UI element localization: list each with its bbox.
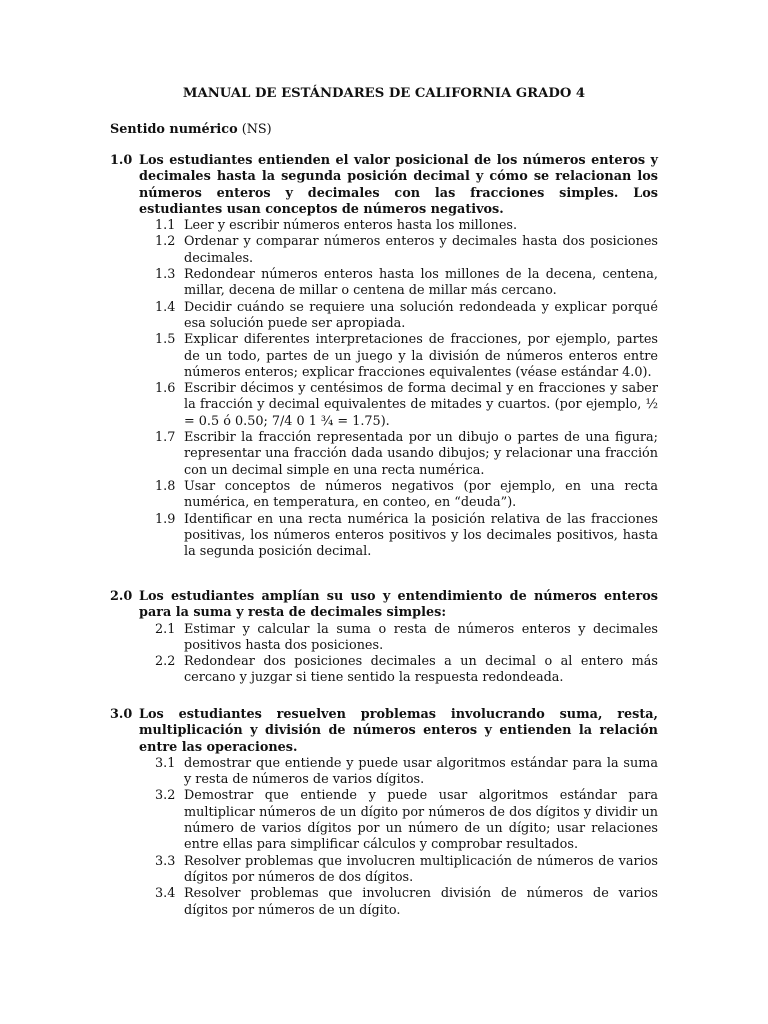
standard-number: 1.0	[110, 153, 133, 168]
list-item	[110, 512, 658, 561]
list-item	[110, 854, 658, 887]
item-text: Redondear dos posiciones decimales a un decimal o al entero más cercano y juzgar si tiene sentido la respuesta redondeada.	[184, 654, 658, 686]
standard-1	[110, 153, 658, 560]
item-number: 3.1	[155, 755, 176, 771]
item-text: Identificar en una recta numérica la posición relativa de las fracciones positivas, los números enteros positivos y los decimales positivos, hasta la segunda posición decimal.	[184, 511, 658, 560]
standard-heading	[110, 153, 658, 218]
item-number: 1.2	[155, 234, 176, 250]
section-label: Sentido numérico	[110, 122, 238, 137]
item-number: 3.3	[155, 853, 176, 869]
list-item	[110, 267, 658, 300]
item-number: 3.2	[155, 788, 176, 804]
list-item	[110, 622, 658, 655]
item-number: 1.8	[155, 478, 176, 494]
list-item	[110, 788, 658, 853]
standard-text: Los estudiantes resuelven problemas involucrando suma, resta, multiplicación y división de números enteros y entienden la relación entre las operaciones.	[139, 707, 658, 755]
page-title: MANUAL DE ESTÁNDARES DE CALIFORNIA GRADO 4	[182, 86, 586, 101]
substandard-list	[110, 218, 658, 560]
standard-text: Los estudiantes amplían su uso y entendimiento de números enteros para la suma y resta de decimales simples:	[139, 589, 658, 621]
list-item	[110, 332, 658, 381]
item-text: Usar conceptos de números negativos (por ejemplo, en una recta numérica, en temperatura, en conteo, en “deuda”).	[184, 478, 658, 511]
list-item	[110, 300, 658, 333]
standard-3	[110, 707, 658, 919]
item-number: 1.6	[155, 381, 176, 397]
item-text: Escribir la fracción representada por un dibujo o partes de una figura; representar una fracción dada usando dibujos; y relacionar una fracción con un decimal simple en una recta numérica.	[184, 430, 658, 478]
standard-heading	[110, 589, 658, 622]
standard-number: 3.0	[110, 707, 133, 722]
item-text: demostrar que entiende y puede usar algoritmos estándar para la suma y resta de números de varios dígitos.	[184, 755, 658, 788]
item-text: Ordenar y comparar números enteros y decimales hasta dos posiciones decimales.	[184, 234, 658, 266]
item-text: Demostrar que entiende y puede usar algoritmos estándar para multiplicar números de un dígito por números de dos dígitos y dividir un número de varios dígitos por un número de un dígito; usar relaciones entre ellas para simplificar cálculos y comprobar resultados.	[184, 788, 658, 853]
item-text: Leer y escribir números enteros hasta los millones.	[184, 218, 518, 234]
item-number: 1.3	[155, 267, 176, 283]
item-number: 3.4	[155, 886, 176, 902]
standard-number: 2.0	[110, 589, 133, 604]
list-item	[110, 654, 658, 687]
list-item	[110, 479, 658, 512]
substandard-list	[110, 622, 658, 687]
item-text: Redondear números enteros hasta los millones de la decena, centena, millar, decena de millar o centena de millar más cercano.	[184, 267, 658, 299]
item-text: Explicar diferentes interpretaciones de fracciones, por ejemplo, partes de un todo, partes de un juego y la división de números enteros entre números enteros; explicar fracciones equivalentes (véase estándar 4.0).	[184, 332, 658, 380]
section-heading	[110, 122, 272, 138]
item-number: 2.2	[155, 654, 176, 670]
list-item	[110, 234, 658, 267]
standard-2	[110, 589, 658, 687]
list-item	[110, 218, 658, 234]
item-number: 1.1	[155, 218, 176, 234]
list-item	[110, 381, 658, 430]
item-text: Resolver problemas que involucren división de números de varios dígitos por números de un dígito.	[184, 886, 658, 918]
list-item	[110, 886, 658, 919]
item-text: Decidir cuándo se requiere una solución redondeada y explicar porqué esa solución puede ser apropiada.	[184, 299, 658, 331]
item-number: 1.4	[155, 299, 176, 315]
list-item	[110, 756, 658, 789]
item-text: Estimar y calcular la suma o resta de números enteros y decimales positivos hasta dos posiciones.	[184, 621, 658, 653]
section-abbr: (NS)	[241, 122, 272, 137]
item-text: Resolver problemas que involucren multiplicación de números de varios dígitos por números de dos dígitos.	[184, 853, 658, 885]
standard-text: Los estudiantes entienden el valor posicional de los números enteros y decimales hasta la segunda posición decimal y cómo se relacionan los números enteros y decimales con las fracciones simples. Los estudiantes usan conceptos de números negativos.	[139, 153, 658, 217]
standard-heading	[110, 707, 658, 756]
list-item	[110, 430, 658, 479]
substandard-list	[110, 756, 658, 919]
item-number: 2.1	[155, 621, 176, 637]
item-number: 1.7	[155, 430, 176, 446]
item-number: 1.9	[155, 511, 176, 527]
item-text: Escribir décimos y centésimos de forma decimal y en fracciones y saber la fracción y decimal equivalentes de mitades y cuartos. (por ejemplo, ½ = 0.5 ó 0.50; 7/4 0 1 ¾ = 1.75).	[184, 381, 658, 429]
item-number: 1.5	[155, 332, 176, 348]
